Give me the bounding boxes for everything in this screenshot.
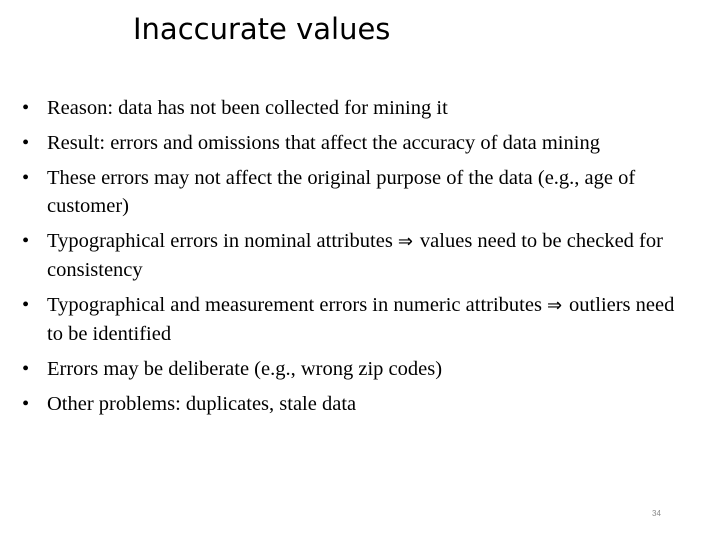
bullet-list [22, 94, 682, 425]
bullet-marker: • [22, 230, 30, 252]
bullet-text [47, 227, 682, 284]
bullet-marker: • [22, 97, 30, 119]
bullet-marker: • [22, 393, 30, 415]
bullet-text: Result: errors and omissions that affect the accuracy of data mining [47, 132, 600, 154]
implies-arrow-icon: ⇒ [546, 295, 563, 316]
bullet-text: These errors may not affect the original purpose of the data (e.g., age of customer) [47, 167, 636, 217]
bullet-item-nominal-errors [22, 227, 682, 284]
bullet-item-original-purpose [22, 164, 682, 220]
bullet-marker: • [22, 294, 30, 316]
bullet-text-after-arrow: outliers need to be identified [47, 294, 675, 345]
bullet-text-after-arrow: values need to be checked for consistency [47, 230, 663, 281]
bullet-marker: • [22, 132, 30, 154]
bullet-item-result [22, 129, 682, 157]
bullet-text-before-arrow: Typographical errors in nominal attributes [47, 230, 393, 252]
implies-arrow-icon: ⇒ [397, 231, 413, 252]
bullet-text: Errors may be deliberate (e.g., wrong zip codes) [47, 358, 443, 380]
bullet-text-before-arrow: Typographical and measurement errors in numeric attributes [47, 294, 542, 316]
bullet-text [47, 291, 682, 348]
bullet-item-reason [22, 94, 682, 122]
page-number: 34 [652, 509, 661, 518]
bullet-text: Other problems: duplicates, stale data [47, 393, 357, 415]
slide-title: Inaccurate values [133, 12, 391, 46]
bullet-marker: • [22, 358, 30, 380]
bullet-text: Reason: data has not been collected for mining it [47, 97, 448, 119]
bullet-item-deliberate-errors [22, 355, 682, 383]
bullet-item-numeric-errors [22, 291, 682, 348]
bullet-item-other-problems [22, 390, 682, 418]
bullet-marker: • [22, 167, 30, 189]
